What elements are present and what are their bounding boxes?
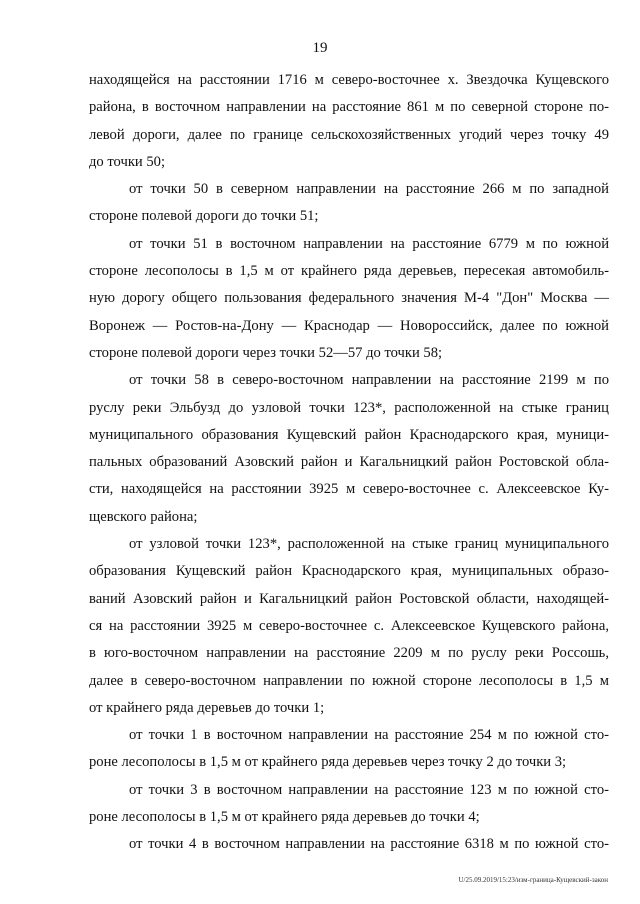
text-line: от точки 4 в восточном направлении на расстояние 6318 м по южной сто- — [129, 836, 609, 853]
text-line: находящейся на расстоянии 1716 м северо-восточнее х. Звездочка Кущевского — [89, 72, 609, 88]
footer-stamp: U/25.09.2019/15:23/изм-граница-Кущевский-закон — [458, 876, 608, 884]
text-line: пальных образований Азовский район и Кагальницкий район Ростовской обла- — [89, 454, 609, 471]
text-line: от точки 3 в восточном направлении на расстояние 123 м по южной сто- — [129, 781, 609, 798]
text-line: далее в северо-восточном направлении по южной стороне лесополосы в 1,5 м — [89, 672, 609, 689]
text-line: от узловой точки 123*, расположенной на стыке границ муниципального — [129, 536, 609, 553]
text-line: муниципального образования Кущевский район Краснодарского края, муници- — [89, 426, 609, 443]
text-line: от крайнего ряда деревьев до точки 1; — [89, 699, 325, 716]
document-body — [89, 67, 609, 859]
text-line: стороне полевой дороги через точки 52—57 до точки 58; — [89, 344, 443, 361]
text-line: ваний Азовский район и Кагальницкий район Ростовской области, находящей- — [89, 590, 609, 607]
text-line: стороне полевой дороги до точки 51; — [89, 208, 319, 225]
text-line: сти, находящейся на расстоянии 3925 м северо-восточнее с. Алексеевское Ку- — [89, 481, 609, 498]
text-line: до точки 50; — [89, 153, 166, 170]
text-line: руслу реки Эльбузд до узловой точки 123*, расположенной на стыке границ — [89, 399, 609, 416]
page-number: 19 — [312, 40, 328, 56]
text-line: от точки 51 в восточном направлении на расстояние 6779 м по южной — [129, 235, 609, 252]
text-line: ную дорогу общего пользования федерального значения М-4 "Дон" Москва — — [89, 290, 609, 307]
text-line: образования Кущевский район Краснодарского края, муниципальных образо- — [89, 563, 609, 580]
text-line: от точки 58 в северо-восточном направлении на расстояние 2199 м по — [129, 372, 609, 389]
text-line: ся на расстоянии 3925 м северо-восточнее с. Алексеевское Кущевского района, — [89, 617, 609, 634]
text-line: левой дороги, далее по границе сельскохозяйственных угодий через точку 49 — [89, 126, 609, 143]
text-line: в юго-восточном направлении на расстояние 2209 м по руслу реки Россошь, — [89, 645, 609, 662]
text-line: Воронеж — Ростов-на-Дону — Краснодар — Новороссийск, далее по южной — [89, 317, 609, 334]
text-line: роне лесополосы в 1,5 м от крайнего ряда деревьев до точки 4; — [89, 809, 480, 826]
text-line: роне лесополосы в 1,5 м от крайнего ряда деревьев через точку 2 до точки 3; — [89, 754, 567, 771]
text-line: от точки 1 в восточном направлении на расстояние 254 м по южной сто- — [129, 727, 609, 744]
text-line: от точки 50 в северном направлении на расстояние 266 м по западной — [129, 181, 609, 198]
text-line: района, в восточном направлении на расстояние 861 м по северной стороне по- — [89, 99, 609, 116]
text-line: стороне лесополосы в 1,5 м от крайнего ряда деревьев, пересекая автомобиль- — [89, 263, 609, 280]
text-line: щевского района; — [89, 508, 198, 525]
